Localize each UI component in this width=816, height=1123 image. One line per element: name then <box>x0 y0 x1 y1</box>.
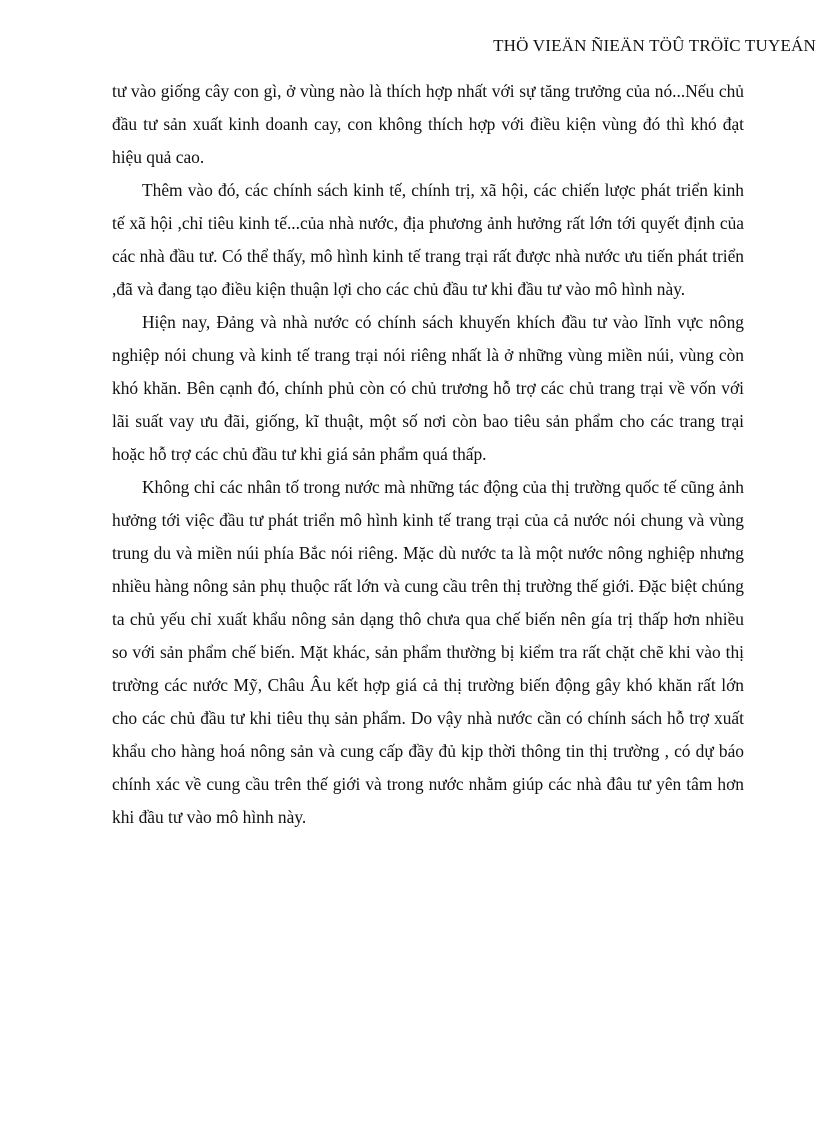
body-text <box>112 75 744 834</box>
paragraph-policies: Thêm vào đó, các chính sách kinh tế, chính trị, xã hội, các chiến lược phát triển kinh tế xã hội ,chỉ tiêu kinh tế...của nhà nước, địa phương ảnh hưởng rất lớn tới quyết định của các nhà đầu tư. Có thể thấy, mô hình kinh tế trang trại rất được nhà nước ưu tiến phát triển ,đã và đang tạo điều kiện thuận lợi cho các chủ đầu tư khi đầu tư vào mô hình này. <box>112 180 744 299</box>
paragraph-international-market: Không chỉ các nhân tố trong nước mà những tác động của thị trường quốc tế cũng ảnh hưởng tới việc đầu tư phát triển mô hình kinh tế trang trại của cả nước nói chung và vùng trung du và miền núi phía Bắc nói riêng. Mặc dù nước ta là một nước nông nghiệp nhưng nhiều hàng nông sản phụ thuộc rất lớn và cung cầu trên thị trường thế giới. Đặc biệt chúng ta chủ yếu chỉ xuất khẩu nông sản dạng thô chưa qua chế biến nên gía trị thấp hơn nhiều so với sản phẩm chế biến. Mặt khác, sản phẩm thường bị kiểm tra rất chặt chẽ khi vào thị trường các nước Mỹ, Châu Âu kết hợp giá cả thị trường biến động gây khó khăn rất lớn cho các chủ đầu tư khi tiêu thụ sản phẩm. Do vậy nhà nước cần có chính sách hỗ trợ xuất khẩu cho hàng hoá nông sản và cung cấp đầy đủ kịp thời thông tin thị trường , có dự báo chính xác về cung cầu trên thế giới và trong nước nhằm giúp các nhà đâu tư yên tâm hơn khi đầu tư vào mô hình này. <box>112 477 744 827</box>
paragraph-government-support: Hiện nay, Đảng và nhà nước có chính sách khuyến khích đầu tư vào lĩnh vực nông nghiệp nói chung và kinh tế trang trại nói riêng nhất là ở những vùng miền núi, vùng còn khó khăn. Bên cạnh đó, chính phủ còn có chủ trương hỗ trợ các chủ trang trại về vốn với lãi suất vay ưu đãi, giống, kĩ thuật, một số nơi còn bao tiêu sản phẩm cho các trang trại hoặc hỗ trợ các chủ đầu tư khi giá sản phẩm quá thấp. <box>112 312 744 464</box>
paragraph-continuation: tư vào giống cây con gì, ở vùng nào là thích hợp nhất với sự tăng trưởng của nó...Nếu chủ đầu tư sản xuất kinh doanh cay, con không thích hợp với điều kiện vùng đó thì khó đạt hiệu quả cao. <box>112 81 744 167</box>
running-header: THÖ VIEÄN ÑIEÄN TÖÛ TRÖÏC TUYEÁN <box>493 36 816 55</box>
